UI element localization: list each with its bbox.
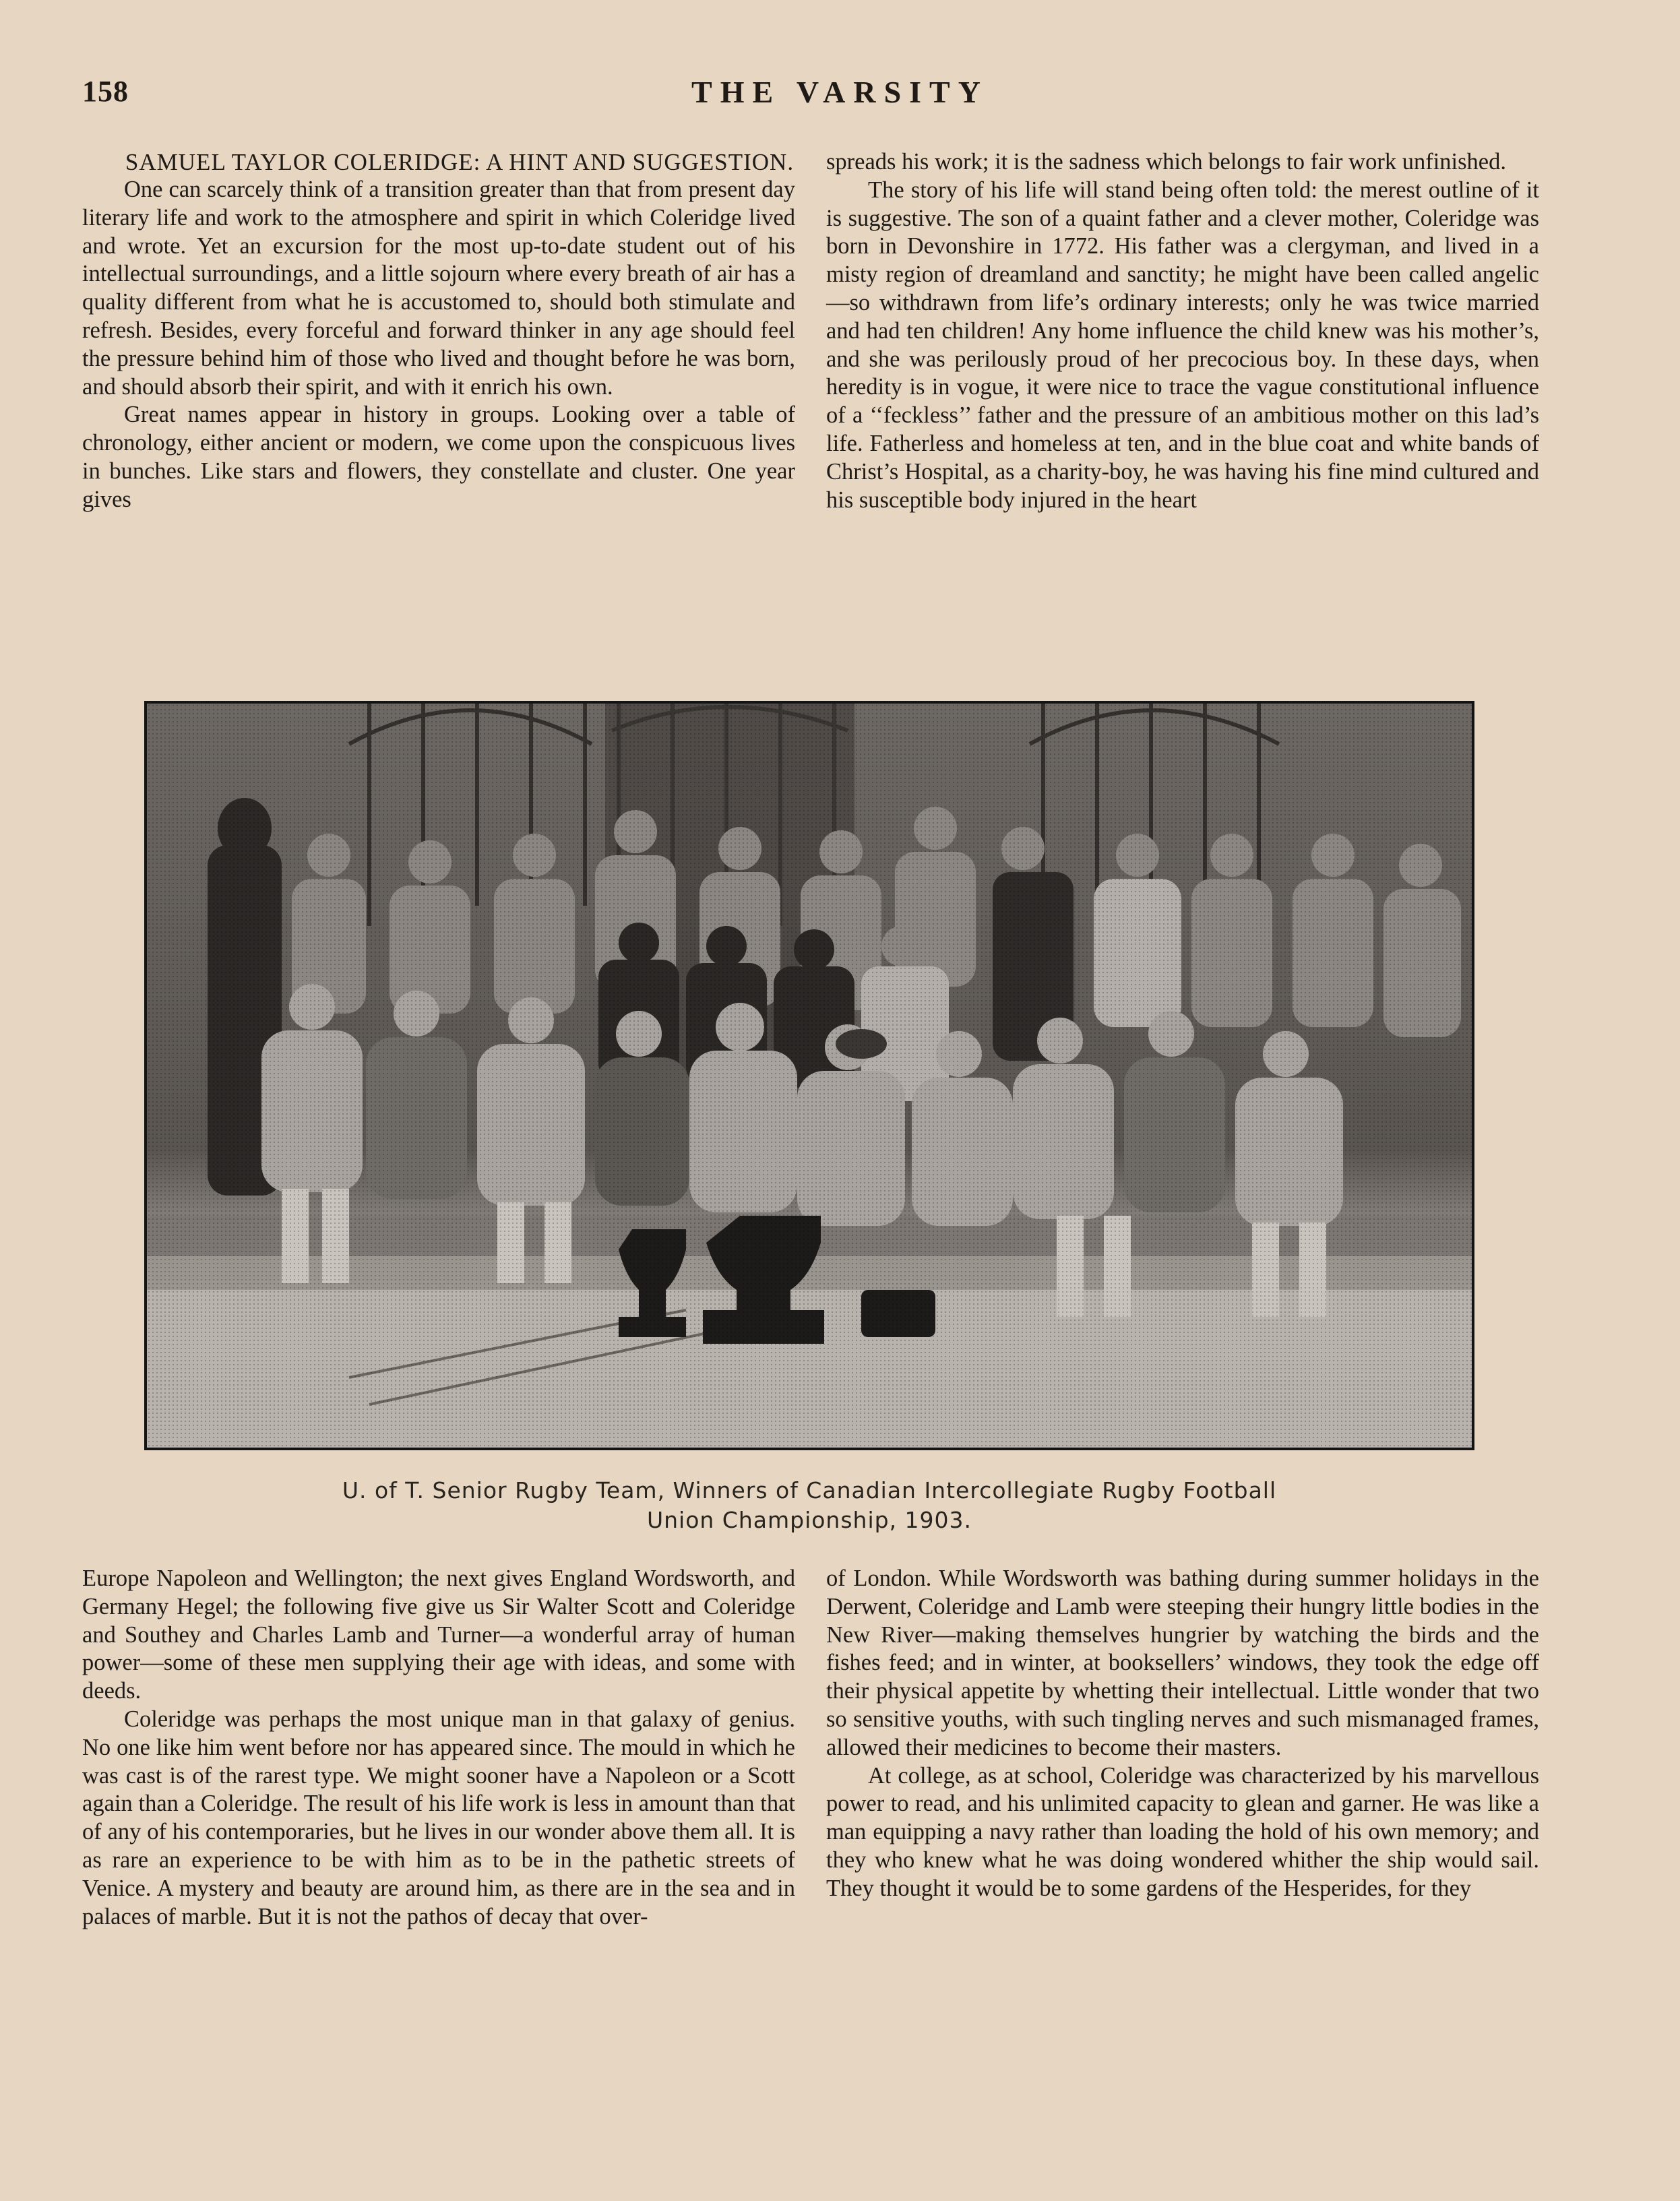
page-number: 158 — [82, 75, 129, 108]
article-title: SAMUEL TAYLOR COLERIDGE: A HINT AND SUGGESTION. — [125, 149, 795, 175]
photo-caption — [144, 1476, 1474, 1535]
paragraph: Europe Napoleon and Wellington; the next gives England Wordsworth, and Germany Hegel; the following five give us Sir Walter Scott and Coleridge and Southey and Charles Lamb and Turner—a wonderful array of human power—some of these men supplying their age with ideas, and some with deeds. — [82, 1566, 795, 1704]
column-bottom-left — [82, 1565, 795, 1931]
paragraph: One can scarcely think of a transition greater than that from present day literary life and work to the atmosphere and spirit in which Coleridge lived and wrote. Yet an excursion for the most up-to-date student out of his intellectual surroundings, and a little sojourn where every breath of air has a quality different from what he is accustomed to, should both stimulate and refresh. Besides, every forceful and forward thinker in any age should feel the pressure behind him of those who lived and thought before he was born, and should absorb their spirit, and with it enrich his own. — [82, 177, 795, 400]
column-top-left — [82, 148, 795, 514]
running-head: THE VARSITY — [691, 75, 989, 109]
column-bottom-right — [826, 1565, 1539, 1903]
paragraph: Coleridge was perhaps the most unique man in that galaxy of genius. No one like him went before nor has appeared since. The mould in which he was cast is of the rarest type. We might sooner have a Napoleon or a Scott again than a Coleridge. The result of his life work is less in amount than that of any of his contemporaries, but he lives in our wonder above them all. It is as rare an experience to be with him as to be in the pathetic streets of Venice. A mystery and beauty are around him, as there are in the sea and in palaces of marble. But it is not the pathos of decay that over- — [82, 1706, 795, 1929]
paragraph: Great names appear in history in groups. Looking over a table of chronology, either ancient or modern, we come upon the conspicuous lives in bunches. Like stars and flowers, they constellate and cluster. One year gives — [82, 402, 795, 512]
column-top-right — [826, 148, 1539, 514]
paragraph: The story of his life will stand being often told: the merest outline of it is suggestive. The son of a quaint father and a clever mother, Coleridge was born in Devonshire in 1772. His father was a clergyman, and lived in a misty region of dreamland and sanctity; he might have been called angelic—so withdrawn from life’s ordinary interests; only he was twice married and had ten children! Any home influence the child knew was his mother’s, and she was perilously proud of her precocious boy. In these days, when heredity is in vogue, it were nice to trace the vague constitutional influence of a ‘‘feckless’’ father and the pressure of an ambitious mother on this lad’s life. Fatherless and homeless at ten, and in the blue coat and white bands of Christ’s Hospital, as a charity-boy, he was having his fine mind cultured and his susceptible body injured in the heart — [826, 177, 1539, 513]
paragraph: spreads his work; it is the sadness which belongs to fair work unfinished. — [826, 149, 1506, 175]
caption-line: Union Championship, 1903. — [646, 1507, 972, 1533]
caption-line: U. of T. Senior Rugby Team, Winners of Canadian Intercollegiate Rugby Football — [342, 1477, 1277, 1504]
paragraph: of London. While Wordsworth was bathing during summer holidays in the Derwent, Coleridge and Lamb were steeping their hungry little bodies in the New River—making themselves hungrier by watching the birds and the fishes feed; and in winter, at booksellers’ windows, they took the edge off their physical appetite by whetting their intellectual. Little wonder that two so sensitive youths, with such tingling nerves and such mismanaged frames, allowed their medicines to become their masters. — [826, 1566, 1539, 1760]
paragraph: At college, as at school, Coleridge was characterized by his marvellous power to read, and his unlimited capacity to glean and garner. He was like a man equipping a navy rather than loading the hold of his own memory; and they who knew what he was doing wondered whither the ship would sail. They thought it would be to some gardens of the Hesperides, for they — [826, 1762, 1539, 1901]
team-photograph — [144, 701, 1474, 1450]
